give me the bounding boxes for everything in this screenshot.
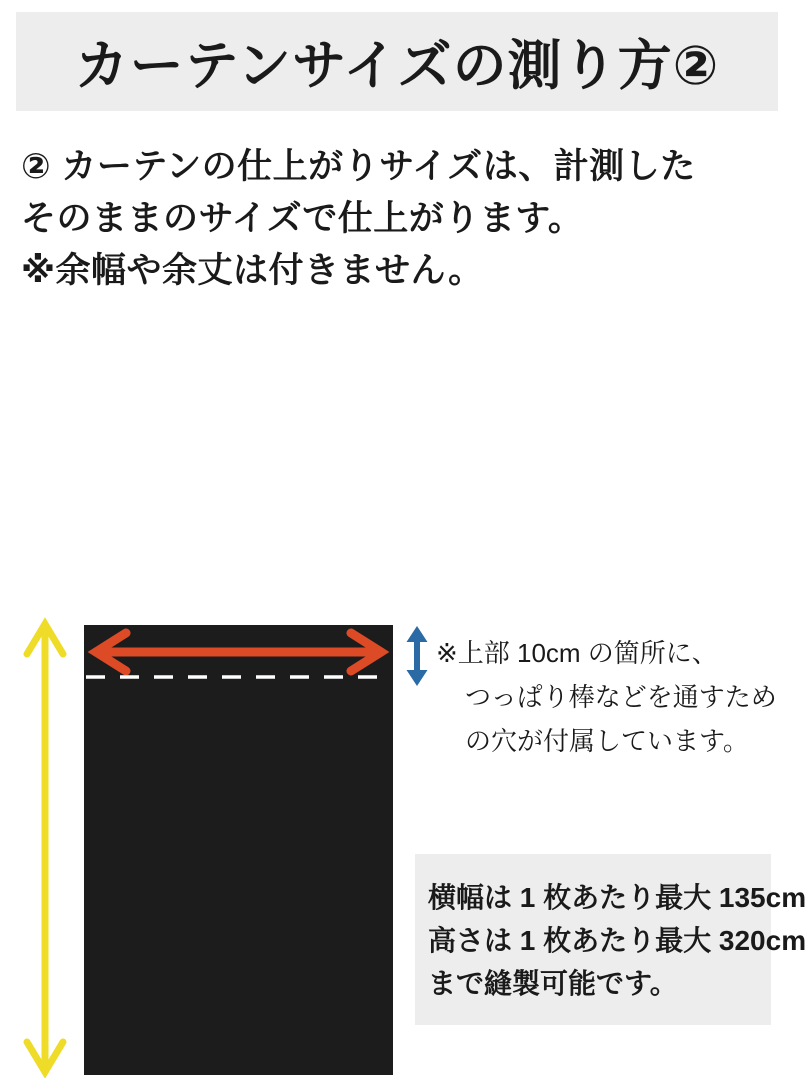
- max-width-line: 横幅は 1 枚あたり最大 135cm: [428, 882, 806, 913]
- description-text: [21, 141, 696, 297]
- description-line-1: ② カーテンの仕上がりサイズは、計測した: [21, 147, 696, 186]
- curtain-panel: [84, 625, 393, 1075]
- rod-pocket-note-line-2: つっぱり棒などを通すため: [465, 682, 777, 712]
- rod-pocket-dashed-line: [84, 674, 393, 680]
- max-size-info-box: [415, 854, 806, 1025]
- description-line-3: ※余幅や余丈は付きません。: [21, 251, 484, 290]
- rod-pocket-note-line-1: ※上部 10cm の箇所に、: [436, 638, 718, 668]
- curtain-diagram: [0, 300, 806, 999]
- sewing-possible-line: まで縫製可能です。: [428, 968, 678, 999]
- rod-pocket-note: [436, 631, 777, 763]
- rod-pocket-note-line-3: の穴が付属しています。: [465, 726, 749, 756]
- title-bar: [16, 12, 778, 111]
- description-line-2: そのままのサイズで仕上がります。: [21, 199, 584, 238]
- rod-pocket-height-arrow-icon: [404, 625, 430, 687]
- max-height-line: 高さは 1 枚あたり最大 320cm: [428, 925, 806, 956]
- width-double-arrow-icon: [84, 629, 393, 675]
- height-double-arrow-icon: [22, 618, 68, 1078]
- page-title: カーテンサイズの測り方②: [74, 36, 720, 96]
